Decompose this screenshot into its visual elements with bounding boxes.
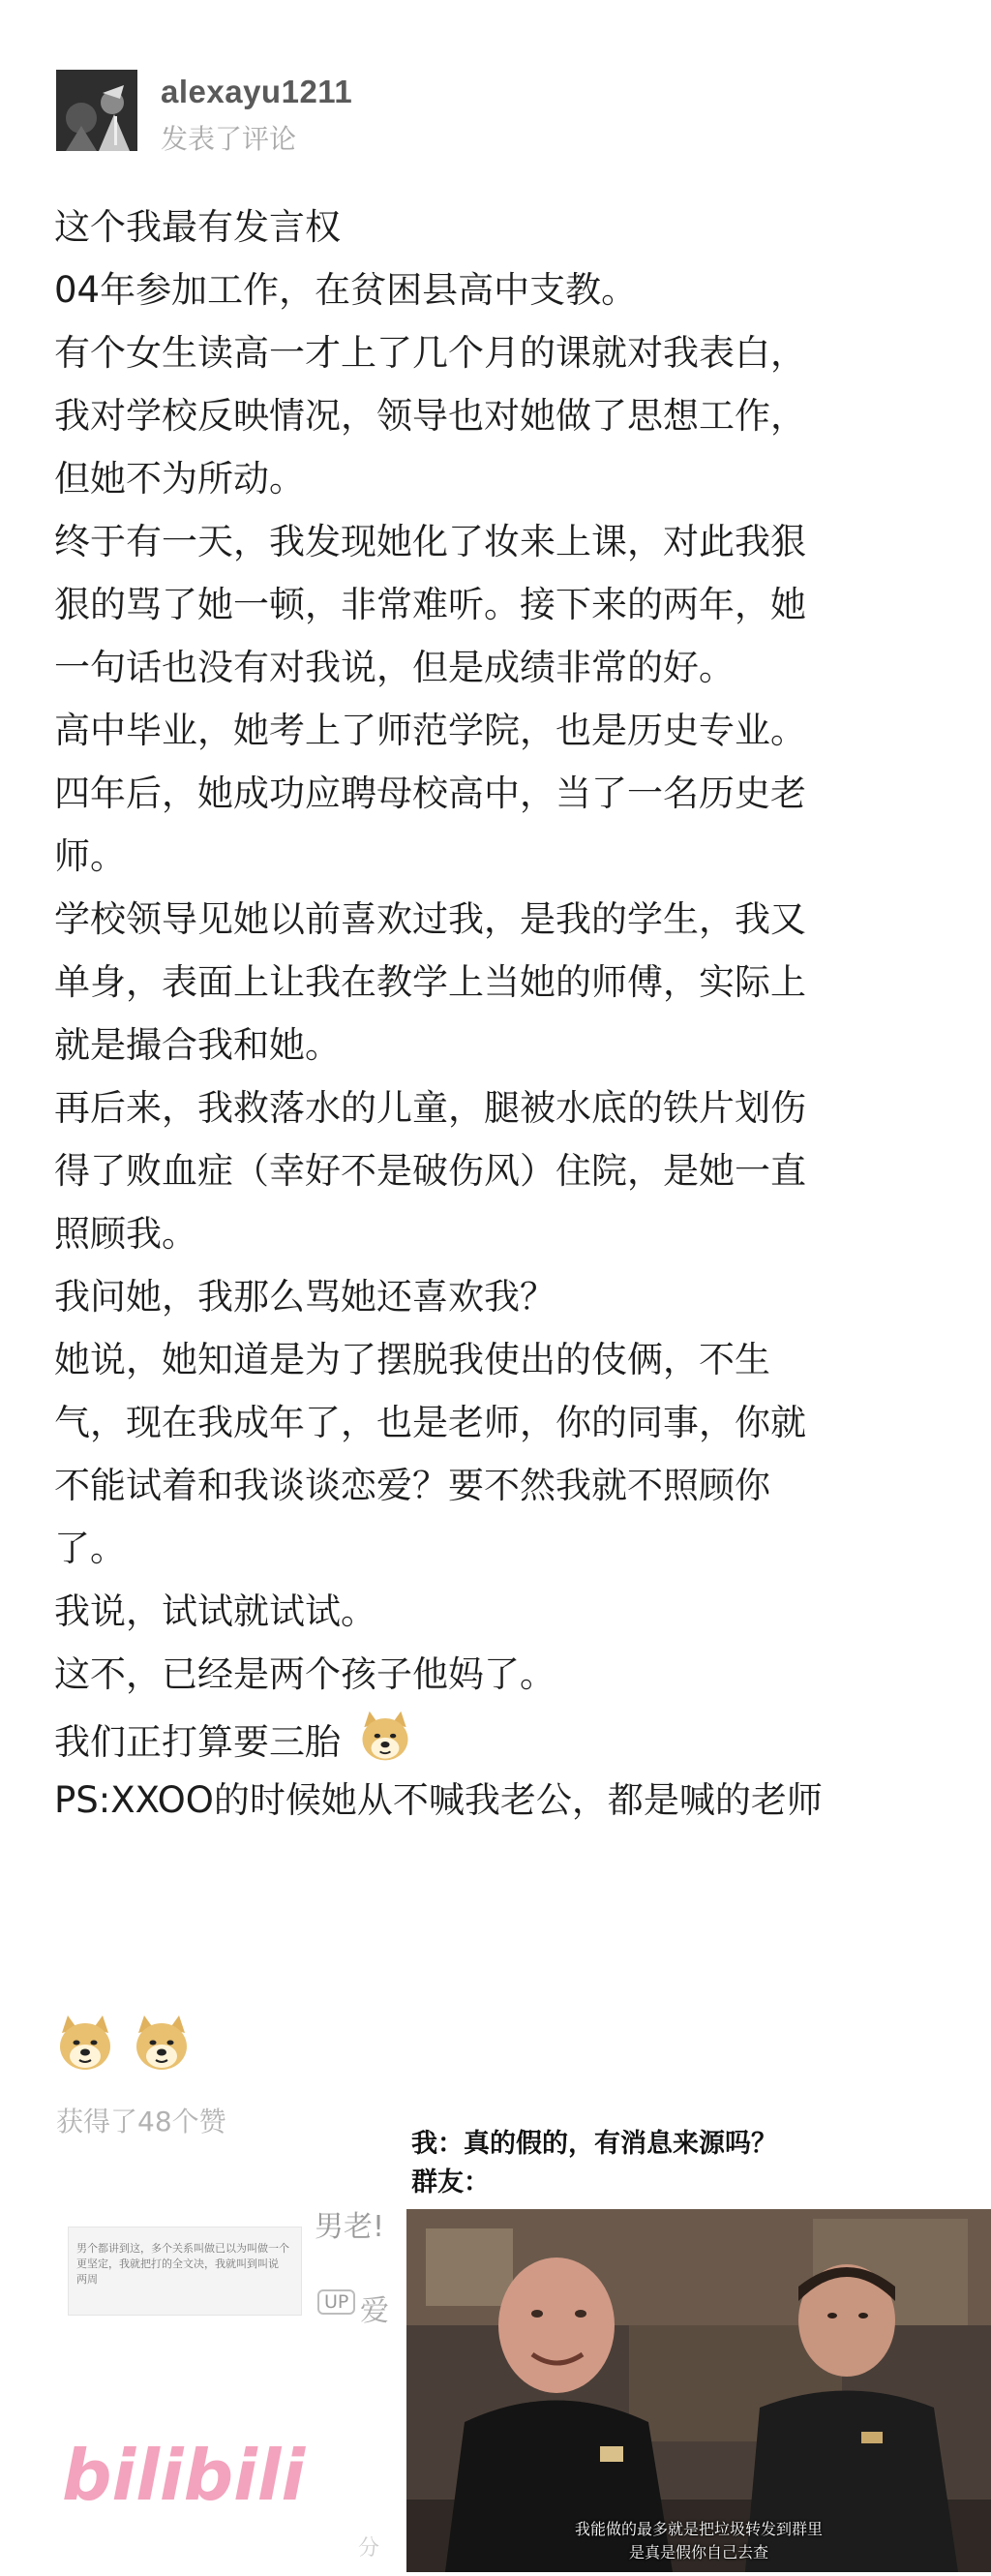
watermark-text: bilibili	[62, 2435, 306, 2516]
text-line: 师。	[54, 835, 126, 877]
quoted-card-text: 男个都讲到这，多个关系叫做已以为叫做一个 更坚定，我就把打的全文决，我就叫到叫说 两周	[76, 2242, 289, 2286]
doge-emoji-icon	[356, 1710, 414, 1764]
meme-caption	[411, 2125, 777, 2202]
doge-emoji-icon	[131, 2014, 193, 2074]
text-line: 再后来，我救落水的儿童，腿被水底的铁片划伤	[54, 1087, 806, 1129]
quoted-card	[68, 2227, 302, 2316]
text-line: 得了败血症（幸好不是破伤风）住院，是她一直	[54, 1150, 806, 1192]
text-line: 了。	[54, 1528, 126, 1569]
text-line: 四年后，她成功应聘母校高中，当了一名历史老	[54, 773, 806, 814]
emoji-row	[54, 2014, 202, 2074]
comment-action-label: 发表了评论	[161, 123, 297, 155]
text-line: 有个女生读高一才上了几个月的课就对我表白，	[54, 332, 806, 374]
background-text: 分	[358, 2536, 380, 2561]
username[interactable]: alexayu1211	[161, 74, 353, 109]
comment-body	[54, 199, 945, 1828]
doge-emoji-icon	[54, 2014, 116, 2074]
text-line: 一句话也没有对我说，但是成绩非常的好。	[54, 647, 735, 688]
text-line: 不能试着和我谈谈恋爱？要不然我就不照顾你	[54, 1465, 770, 1506]
video-subtitle: 我能做的最多就是把垃圾转发到群里	[574, 2520, 823, 2538]
text-line: 我问她，我那么骂她还喜欢我？	[54, 1276, 556, 1318]
likes-count: 获得了48个赞	[56, 2106, 226, 2137]
text-line: 狠的骂了她一顿，非常难听。接下来的两年，她	[54, 584, 806, 625]
text-line: 我说，试试就试试。	[54, 1591, 376, 1632]
text-line: 我对学校反映情况，领导也对她做了思想工作，	[54, 395, 806, 437]
background-label: 男老!	[315, 2210, 385, 2244]
text-line: 高中毕业，她考上了师范学院，也是历史专业。	[54, 710, 806, 751]
avatar[interactable]	[56, 70, 137, 151]
text-line: 就是撮合我和她。	[54, 1024, 341, 1066]
text-line: 04年参加工作，在贫困县高中支教。	[54, 269, 638, 311]
text-line: 我们正打算要三胎	[54, 1721, 341, 1763]
caption-line: 群友：	[411, 2167, 490, 2197]
video-subtitle: 是真是假你自己去查	[628, 2543, 768, 2561]
caption-line: 我：真的假的，有消息来源吗？	[411, 2129, 777, 2159]
bilibili-logo	[58, 2422, 306, 2519]
up-badge-icon: UP	[317, 2289, 355, 2315]
text-line: PS:XXOO的时候她从不喊我老公，都是喊的老师	[54, 1779, 823, 1821]
comment-header	[56, 70, 656, 176]
text-line: 这不，已经是两个孩子他妈了。	[54, 1653, 556, 1695]
background-text: 爱	[360, 2294, 389, 2328]
text-line: 但她不为所动。	[54, 458, 305, 500]
text-line: 照顾我。	[54, 1213, 197, 1255]
meme-photo	[406, 2209, 991, 2572]
text-line-with-emoji	[54, 1710, 945, 1765]
text-line: 终于有一天，我发现她化了妆来上课，对此我狠	[54, 521, 806, 562]
text-line: 这个我最有发言权	[54, 206, 341, 248]
text-line: 她说，她知道是为了摆脱我使出的伎俩，不生	[54, 1339, 770, 1380]
text-line: 学校领导见她以前喜欢过我，是我的学生，我又	[54, 898, 806, 940]
text-line: 气，现在我成年了，也是老师，你的同事，你就	[54, 1402, 806, 1443]
text-line: 单身，表面上让我在教学上当她的师傅，实际上	[54, 961, 806, 1003]
